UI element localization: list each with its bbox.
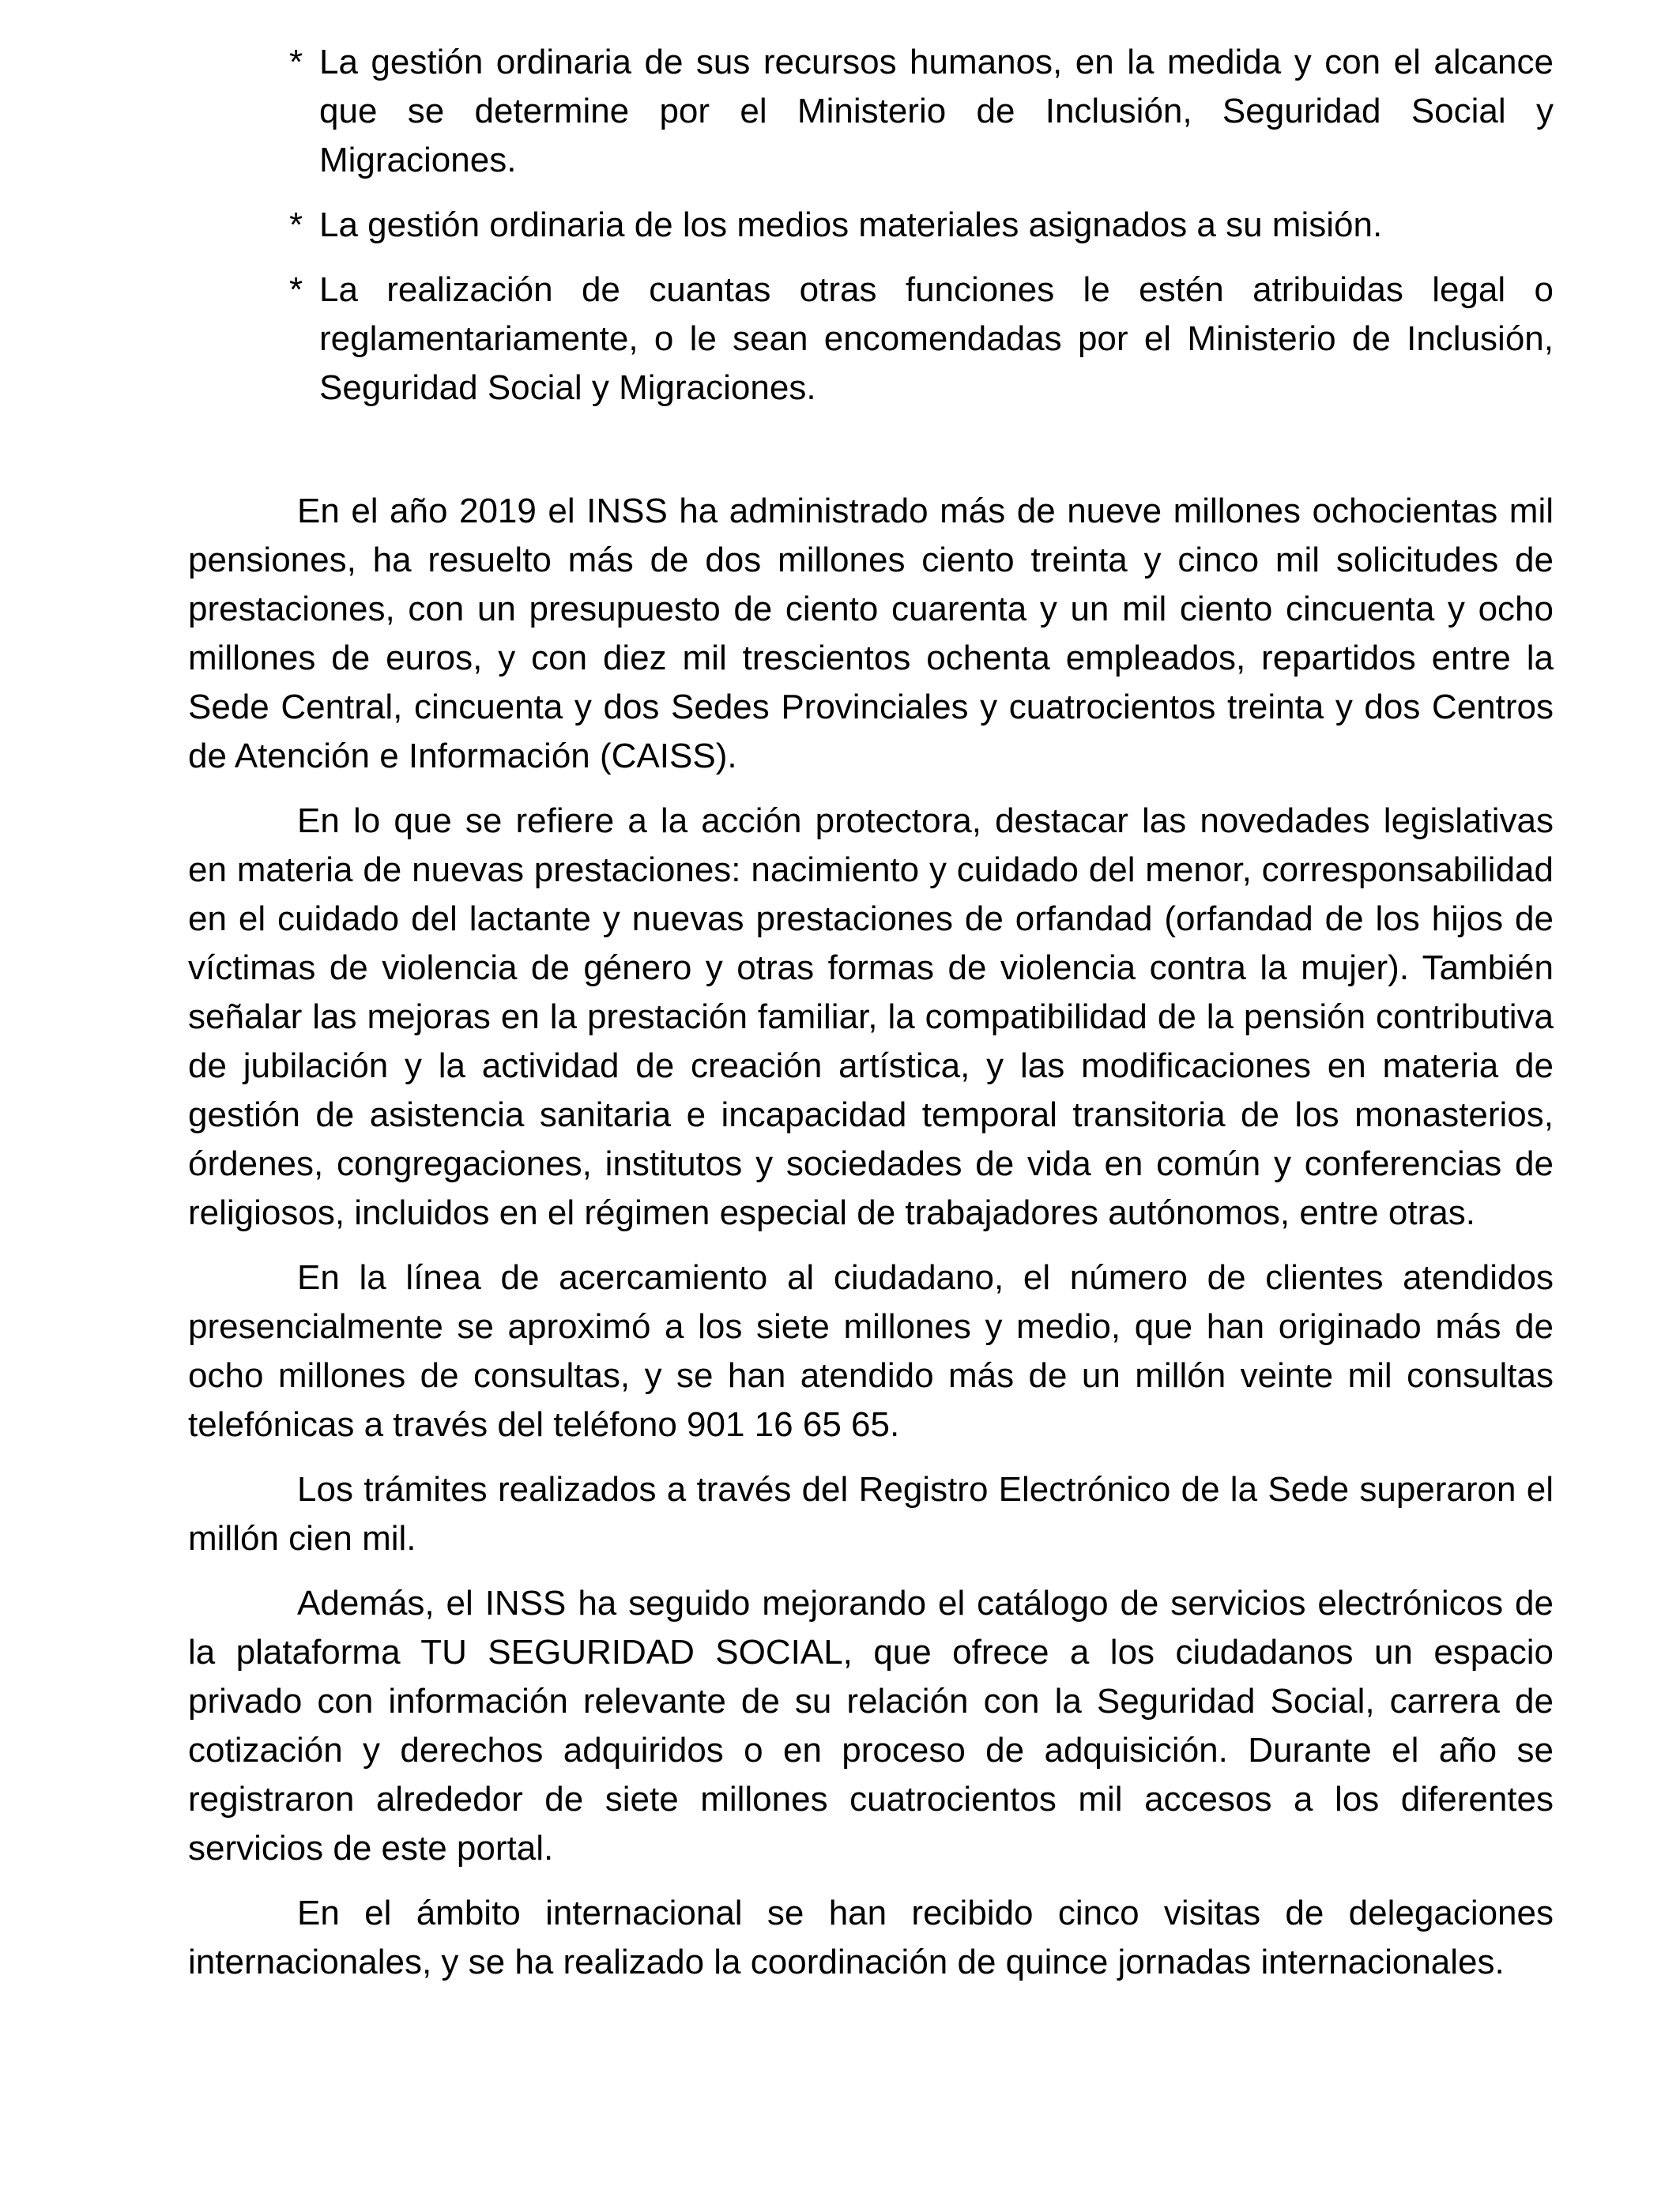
bullet-text: La gestión ordinaria de los medios materiales asignados a su misión. — [319, 205, 1383, 244]
bullet-item-material-resources — [284, 201, 1554, 250]
paragraph-electronic-registry: Los trámites realizados a través del Registro Electrónico de la Sede superaron el millón cien mil. — [188, 1470, 1554, 1558]
bullet-text: La gestión ordinaria de sus recursos humanos, en la medida y con el alcance que se determine por el Ministerio de Inclusión, Seguridad Social y Migraciones. — [319, 43, 1554, 179]
document-body — [188, 487, 1554, 2003]
bullet-marker: * — [289, 43, 303, 81]
bullet-item-human-resources — [284, 38, 1554, 185]
bullet-item-other-functions — [284, 266, 1554, 413]
paragraph-citizen-service: En la línea de acercamiento al ciudadano, el número de clientes atendidos presencialmente se aproximó a los siete millones y medio, que han originado más de ocho millones de consultas, y se han atendido más de un millón veinte mil consultas telefónicas a través del teléfono 901 16 65 65. — [188, 1258, 1554, 1444]
bullet-text: La realización de cuantas otras funciones le estén atribuidas legal o reglamentariamente, o le sean encomendadas por el Ministerio de Inclusión, Seguridad Social y Migraciones. — [319, 270, 1554, 407]
paragraph-protective-action: En lo que se refiere a la acción protectora, destacar las novedades legislativas en materia de nuevas prestaciones: nacimiento y cuidado del menor, corresponsabilidad en el cuidado del lactante y nuevas prestaciones de orfandad (orfandad de los hijos de víctimas de violencia de género y otras formas de violencia contra la mujer). También señalar las mejoras en la prestación familiar, la compatibilidad de la pensión contributiva de jubilación y la actividad de creación artística, y las modificaciones en materia de gestión de asistencia sanitaria e incapacidad temporal transitoria de los monasterios, órdenes, congregaciones, institutos y sociedades de vida en común y conferencias de religiosos, incluidos en el régimen especial de trabajadores autónomos, entre otras. — [188, 801, 1554, 1232]
bullet-marker: * — [289, 205, 303, 244]
paragraph-inss-2019-summary: En el año 2019 el INSS ha administrado más de nueve millones ochocientas mil pensiones, ha resuelto más de dos millones ciento treinta y cinco mil solicitudes de prestaciones, con un presupuesto de ciento cuarenta y un mil ciento cincuenta y ocho millones de euros, y con diez mil trescientos ochenta empleados, repartidos entre la Sede Central, cincuenta y dos Sedes Provinciales y cuatrocientos treinta y dos Centros de Atención e Información (CAISS). — [188, 492, 1554, 775]
paragraph-international: En el ámbito internacional se han recibido cinco visitas de delegaciones internacionales, y se ha realizado la coordinación de quince jornadas internacionales. — [188, 1894, 1554, 1981]
bullet-marker: * — [289, 270, 303, 309]
functions-bullet-list — [284, 38, 1554, 428]
paragraph-tu-seguridad-social: Además, el INSS ha seguido mejorando el catálogo de servicios electrónicos de la plataforma TU SEGURIDAD SOCIAL, que ofrece a los ciudadanos un espacio privado con información relevante de su relación con la Seguridad Social, carrera de cotización y derechos adquiridos o en proceso de adquisición. Durante el año se registraron alrededor de siete millones cuatrocientos mil accesos a los diferentes servicios de este portal. — [188, 1584, 1554, 1868]
